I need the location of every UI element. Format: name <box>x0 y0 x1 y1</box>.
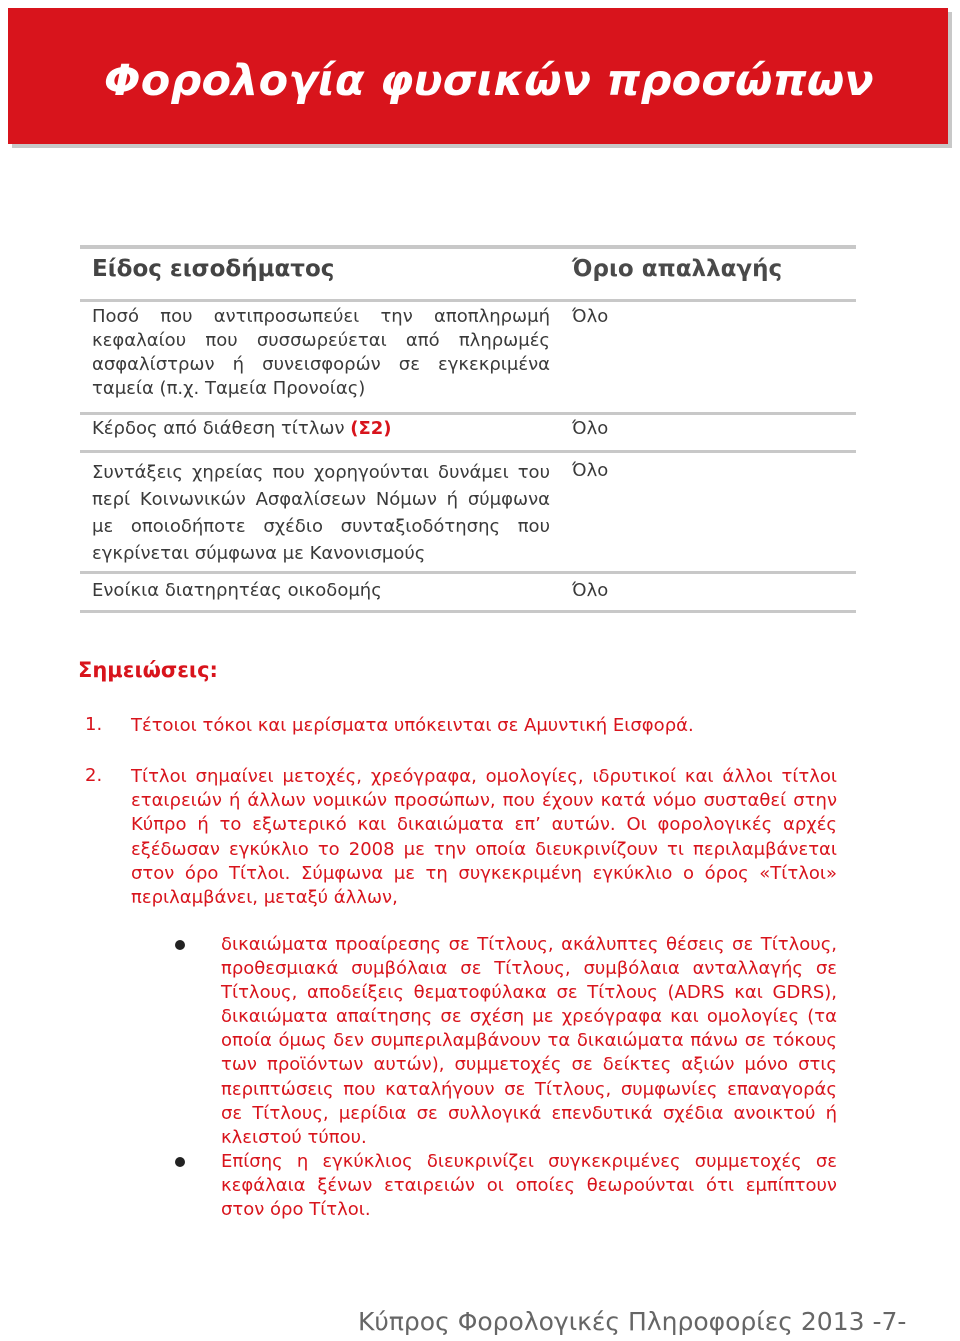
title-banner <box>8 8 948 144</box>
row-exemption-limit: Όλο <box>572 306 609 327</box>
row-income-type: Ποσό που αντιπροσωπεύει την αποπληρωμή κεφαλαίου που συσσωρεύεται από πληρωμές ασφαλίστρων ή συνεισφορών σε εγκεκριμένα ταμεία (π.χ. Ταμεία Προνοίας) <box>92 306 550 399</box>
header-income-type: Είδος εισοδήματος <box>92 256 335 282</box>
header-exemption-limit: Όριο απαλλαγής <box>572 256 783 282</box>
note-text: Τέτοιοι τόκοι και μερίσματα υπόκεινται σε Αμυντική Εισφορά. <box>131 715 694 736</box>
row-income-text: Κέρδος από διάθεση τίτλων <box>92 418 345 439</box>
row-income-type: Συντάξεις χηρείας που χορηγούνται δυνάμει του περί Κοινωνικών Ασφαλίσεων Νόμων ή σύμφωνα με οποιοδήποτε σχέδιο συνταξιοδότησης που εγκρίνεται σύμφωνα με Κανονισμούς <box>92 462 550 564</box>
table-row <box>80 453 856 574</box>
page-title: Φορολογία φυσικών προσώπων <box>104 56 874 106</box>
bullet-icon <box>175 940 185 950</box>
row-exemption-limit: Όλο <box>572 460 609 481</box>
note-number: 2. <box>85 765 103 786</box>
row-exemption-limit: Όλο <box>572 418 609 439</box>
notes-heading: Σημειώσεις: <box>78 658 218 682</box>
table-row <box>80 415 856 453</box>
income-exemption-table <box>80 245 856 613</box>
table-row <box>80 574 856 613</box>
table-row <box>80 302 856 415</box>
row-income-type <box>80 415 560 450</box>
note-number: 1. <box>85 714 103 735</box>
note-text: Τίτλοι σημαίνει μετοχές, χρεόγραφα, ομολογίες, ιδρυτικοί και άλλοι τίτλοι εταιρειών ή άλλων νομικών προσώπων, που έχουν κατά νόμο συσταθεί στην Κύπρο ή το εξωτερικό και δικαιώματα επ’ αυτών. Οι φορολογικές αρχές εξέδωσαν εγκύκλιο το 2008 με την οποία διευκρινίζουν τι περιλαμβάνεται στον όρο Τίτλοι. Σύμφωνα με τη συγκεκριμένη εγκύκλιο ο όρος «Τίτλοι» περιλαμβάνει, μεταξύ άλλων, <box>131 766 837 909</box>
row-income-type: Ενοίκια διατηρητέας οικοδομής <box>92 580 382 601</box>
page-footer: Κύπρος Φορολογικές Πληροφορίες 2013 -7- <box>358 1307 907 1336</box>
table-header-row <box>80 249 856 302</box>
bullet-icon <box>175 1157 185 1167</box>
list-item: Επίσης η εγκύκλιος διευκρινίζει συγκεκριμένες συμμετοχές σε κεφάλαια ξένων εταιρειών οι οποίες θεωρούνται ότι εμπίπτουν στον όρο Τίτλοι. <box>221 1151 837 1221</box>
note-reference-s2: (Σ2) <box>350 418 392 439</box>
list-item: δικαιώματα προαίρεσης σε Τίτλους, ακάλυπτες θέσεις σε Τίτλους, προθεσμιακά συμβόλαια σε Τίτλους, συμβόλαια ανταλλαγής σε Τίτλους, αποδείξεις θεματοφύλακα σε Τίτλους (ADRS και GDRS), δικαιώματα απαίτησης σε σχέση με χρεόγραφα και ομολογίες (τα οποία όμως δεν συμπεριλαμβάνουν τα δικαιώματα πάνω σε τόκους των προϊόντων αυτών), συμμετοχές σε δείκτες αξιών μόνο στις περιπτώσεις που καταλήγουν σε Τίτλους, συμφωνίες επαναγοράς σε Τίτλους, μερίδια σε συλλογικά επενδυτικά σχέδια ανοικτού ή κλειστού τύπου. <box>221 934 837 1148</box>
row-exemption-limit: Όλο <box>572 580 609 601</box>
